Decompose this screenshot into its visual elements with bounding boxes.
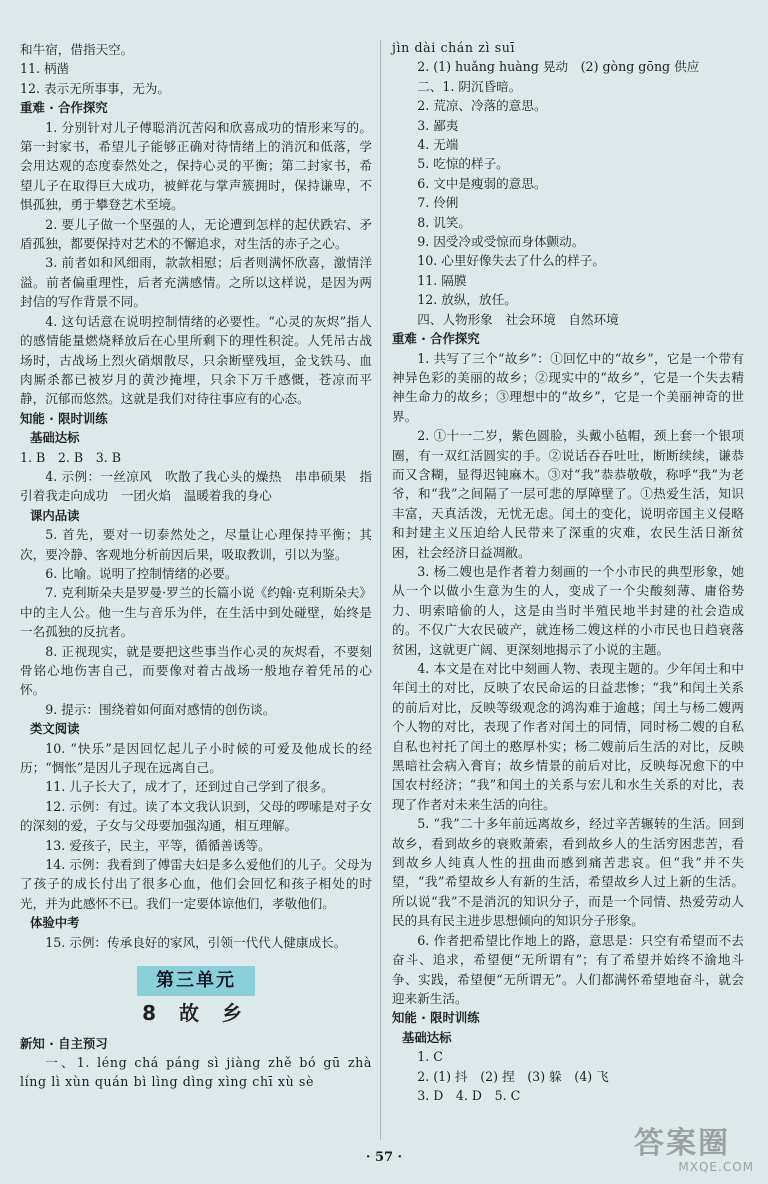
answer-item: 8. 讥笑。 [417,214,471,230]
answer-item: 2. (1) 抖 (2) 捏 (3) 躲 (4) 飞 [417,1068,609,1084]
answer-item: 5. 吃惊的样子。 [417,156,509,172]
answer-item: 一、1. léng chá páng sì jiàng zhě bó gū zhà líng lì xùn quán bì lìng dìng xìng chī xù sè [20,1054,372,1090]
answer-item: 3. 鄙夷 [417,117,459,133]
answer-item: 8. 正视现实，就是要把这些事当作心灵的灰烬看，不要刻骨铭心地伤害自己，而要像对着古战场一般地存着凭吊的心怀。 [20,643,372,698]
answer-item: 14. 示例：我看到了傅雷夫妇是多么爱他们的儿子。父母为了孩子的成长付出了很多心血，他们会回忆和孩子相处的时光，并为此感怀不已。我们一定要体谅他们，孝敬他们。 [20,857,372,911]
answer-item: 4. 这句话意在说明控制情绪的必要性。“心灵的灰烬”指人的感情能量燃烧释放后在心里所剩下的理性积淀。人凭吊古战场时，古战场上烈火硝烟散尽，只余断壁残垣，金戈铁马、血肉厮杀都已被岁月的黄沙掩埋，只余下万千感慨，苍凉而平静，沉郁而悠然。这就是我们对待往事应有的心态。 [20,313,372,407]
answer-item: 12. 表示无所事事，无为。 [20,80,170,96]
section-heading: 知能 · 限时训练 [392,1010,480,1026]
answer-item: 5. 首先，要对一切泰然处之，尽量让心理保持平衡；其次，要冷静、客观地分析前因后果，吸取教训，引以为鉴。 [20,527,372,562]
answer-item: 12. 放纵，放任。 [417,292,517,308]
section-heading: 重难 · 合作探究 [392,331,480,347]
answer-item: 1. 共写了三个“故乡”：①回忆中的“故乡”，它是一个带有神异色彩的美丽的故乡；②现实中的“故乡”，它是一个失去精神生命力的故乡；③理想中的“故乡”，它是一个美丽神奇的世界。 [392,350,744,424]
answer-item: 2. 荒凉、冷落的意思。 [417,98,547,114]
answer-item: 9. 提示：围绕着如何面对感情的创伤谈。 [45,701,276,717]
answer-item: 13. 爱孩子，民主，平等，循循善诱等。 [45,837,271,853]
answer-item: 6. 文中是瘦弱的意思。 [417,175,547,191]
subsection-heading: 基础达标 [402,1029,452,1045]
answer-item: 10. 心里好像失去了什么的样子。 [417,253,605,269]
watermark-text: 答案圈 [634,1126,730,1161]
answer-item: 4. 示例：一丝凉风 吹散了我心头的燥热 串串硕果 指引着我走向成功 一团火焰 温暖着我的身心 [20,468,372,504]
page-number: · 57 · [365,1150,403,1165]
answer-item: 1. C [417,1049,443,1065]
answer-item: 9. 因受冷或受惊而身体颤动。 [417,234,585,250]
answer-item: 11. 柄凿 [20,61,70,77]
unit-title: 第三单元 [137,966,255,996]
answer-item: 2. ①十一二岁，紫色圆脸，头戴小毡帽，颈上套一个银项圈，有一双红活圆实的手。②说话吞吞吐吐，断断续续，谦恭而又含糊，显得迟钝麻木。③对“我”恭恭敬敬，称呼“我”为老爷，和“我”之间隔了一层可悲的厚障壁了。①热爱生活，知识丰富，天真活泼，无忧无虑。闰土的变化，说明帝国主义侵略和封建主义压迫给人民带来了深重的灾难，农民生活日渐贫困，社会经济日益凋敝。 [392,428,744,560]
paragraph: jìn dài chán zì suī [392,40,516,55]
answer-item: 7. 克利斯朵夫是罗曼·罗兰的长篇小说《约翰·克利斯朵夫》中的主人公。他一生与音乐为伴，在生活中到处碰壁，始终是一名孤独的反抗者。 [20,585,372,640]
answer-item: 二、1. 阴沉昏暗。 [417,78,522,94]
column-divider [380,40,381,1140]
answer-item: 11. 隔膜 [417,272,467,288]
answer-item: 10. “快乐”是因回忆起儿子小时候的可爱及他成长的经历；“惆怅”是因儿子现在远离自己。 [20,740,372,776]
answer-item: 5. “我”二十多年前远离故乡，经过辛苦辗转的生活。回到故乡，看到故乡的衰败萧索，看到故乡人的生活穷困悲苦，看到故乡人纯真人性的扭曲而感到痛苦悲哀。但“我”并不失望，“我”希望故乡人有新的生活，希望故乡人过上新的生活。所以说“我”不是消沉的知识分子，而是一个同情、热爱劳动人民的具有民主进步思想倾向的知识分子形象。 [392,816,744,929]
watermark-url: MXQE.COM [678,1160,754,1174]
answer-item: 11. 儿子长大了，成才了，还到过自己学到了很多。 [45,779,334,795]
answer-item: 3. D 4. D 5. C [417,1087,521,1103]
answer-item: 6. 比喻。说明了控制情绪的必要。 [45,565,238,581]
watermark-logo [634,1118,754,1178]
paragraph: 和牛宿，借指天空。 [20,42,134,57]
answer-item: 7. 伶俐 [417,195,459,211]
right-column [392,38,744,1105]
answer-item: 15. 示例：传承良好的家风，引领一代代人健康成长。 [45,934,347,950]
answer-item: 4. 本文是在对比中刻画人物、表现主题的。少年闰土和中年闰土的对比，反映了农民命运的日益悲惨；“我”和闰土关系的前后对比，反映等级观念的鸿沟难于逾越；闰土与杨二嫂两个人物的对比，表现了作者对闰土的同情，同时杨二嫂的自私自私也衬托了闰土的憨厚朴实；杨二嫂前后生活的对比，反映黑暗社会病入膏肓；故乡情景的前后对比，反映每况愈下的中国农村经济；“我”和闰土的关系与宏儿和水生关系的对比，表现了作者对未来生活的向往。 [392,661,744,812]
left-column [20,40,372,1092]
subsection-heading: 基础达标 [30,430,80,446]
answer-item: 1. 分别针对儿子傅聪消沉苦闷和欣喜成功的情形来写的。第一封家书，希望儿子能够正确对待情绪上的消沉和低落，学会用达观的态度泰然处之，保持心灵的平衡；第二封家书，希望儿子在取得巨大成功，被鲜花与掌声簇拥时，保持谦卑，不惧孤独，勇于攀登艺术至境。 [20,119,372,213]
answer-item: 12. 示例：有过。读了本文我认识到，父母的啰嗦是对子女的深刻的爱，子女与父母要加强沟通，相互理解。 [20,798,372,834]
answer-item: 1. B 2. B 3. B [20,449,122,465]
answer-item: 四、人物形象 社会环境 自然环境 [417,311,619,327]
answer-item: 6. 作者把希望比作地上的路，意思是：只空有希望而不去奋斗、追求，希望便“无所谓有”；有了希望并始终不渝地斗争、实践，希望便“无所谓无”。人们都满怀希望地奋斗，就会迎来新生活。 [392,932,744,1006]
answer-item: 3. 杨二嫂也是作者着力刻画的一个小市民的典型形象，她从一个以做小生意为生的人，变成了一个尖酸刻薄、庸俗势力、明索暗偷的人，这是由当时半殖民地半封建的社会造成的。不仅广大农民破产，就连杨二嫂这样的小市民也日趋衰落贫困，这就更广阔、更深刻地揭示了小说的主题。 [392,563,744,657]
section-heading: 重难 · 合作探究 [20,100,108,116]
lesson-title: 8 故 乡 [142,1001,250,1026]
section-heading: 新知 · 自主预习 [20,1035,108,1051]
answer-item: 2. (1) huǎng huàng 晃动 (2) gòng gōng 供应 [417,59,700,75]
subsection-heading: 体验中考 [30,915,80,931]
subsection-heading: 课内品读 [30,507,80,523]
answer-item: 3. 前者如和风细雨，款款相慰；后者则满怀欣喜，激情洋溢。前者偏重理性，后者充满感情。之所以这样说，是因为两封信的写作背景不同。 [20,255,372,310]
subsection-heading: 类文阅读 [30,721,80,737]
section-heading: 知能 · 限时训练 [20,410,108,426]
answer-item: 4. 无端 [417,137,459,153]
answer-item: 2. 要儿子做一个坚强的人，无论遭到怎样的起伏跌宕、矛盾孤独，都要保持对艺术的不懈追求，对生活的赤子之心。 [20,216,372,252]
